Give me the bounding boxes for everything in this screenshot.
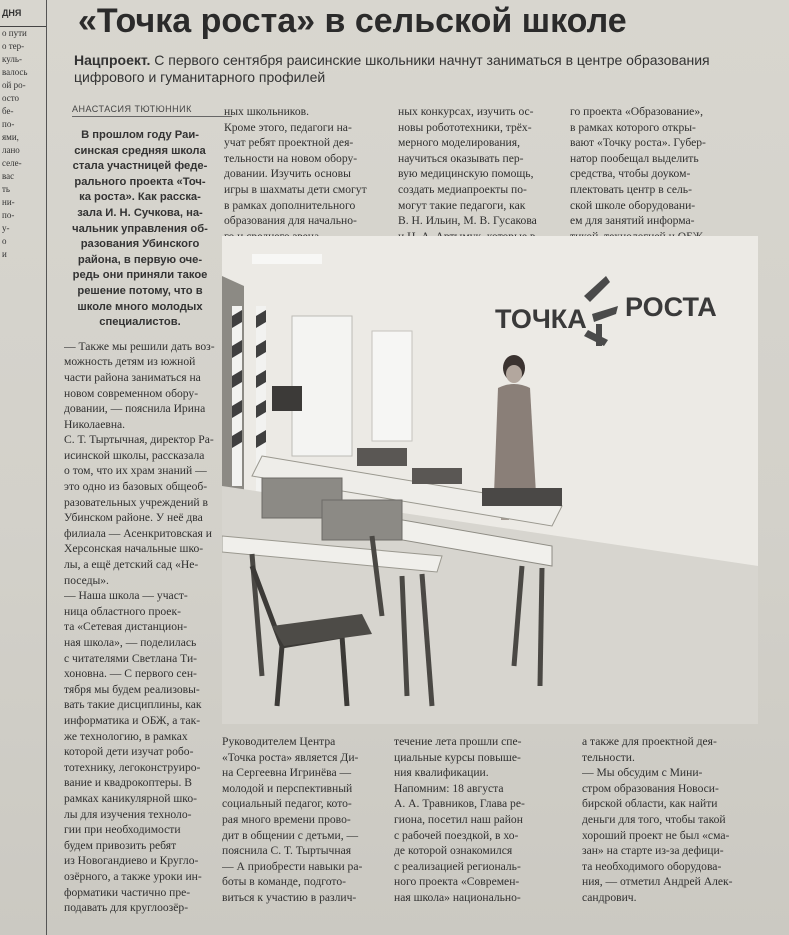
- intro-line: разования Убинского: [80, 238, 200, 251]
- text-line: довании. Изучить основы: [224, 167, 351, 181]
- column-4-bottom: [582, 734, 762, 906]
- text-line: С. Т. Тыртычная, директор Ра-: [64, 433, 214, 447]
- edge-header: ДНЯ: [0, 0, 46, 27]
- intro-line: рального проекта «Точ-: [74, 175, 206, 188]
- edge-line: и: [2, 248, 7, 259]
- text-line: Руководителем Центра: [222, 735, 336, 748]
- text-line: вают «Точку роста». Губер-: [570, 136, 706, 150]
- intro-line: синская средняя школа: [74, 144, 206, 157]
- text-line: Николаевна.: [64, 417, 126, 431]
- text-line: которой дети изучат робо-: [64, 745, 194, 759]
- text-line: де которой ознакомился: [394, 844, 513, 858]
- text-line: вую медицинскую помощь,: [398, 167, 534, 181]
- text-line: игры в шахматы дети смогут: [224, 182, 367, 196]
- lead-label: Нацпроект.: [74, 52, 151, 68]
- text-line: могут такие педагоги, как: [398, 198, 526, 212]
- text-line: вать такие дисциплины, как: [64, 698, 202, 712]
- text-line: циальные курсы повыше-: [394, 750, 521, 764]
- text-line: рамках каникулярной шко-: [64, 791, 197, 805]
- article-title: «Точка роста» в сельской школе: [78, 2, 627, 40]
- text-line: о том, что их храм знаний —: [64, 464, 207, 478]
- text-line: дит в общении с детьми, —: [222, 828, 359, 842]
- edge-line: ть: [2, 183, 11, 194]
- text-line: информатика и ОБЖ, а так-: [64, 713, 201, 727]
- text-line: лы для изучения техноло-: [64, 807, 192, 821]
- text-line: исинской школы, рассказала: [64, 448, 205, 462]
- text-line: ем для занятий информа-: [570, 214, 695, 228]
- sign-left-text: ТОЧКА: [495, 304, 587, 334]
- text-line: же технологию, в рамках: [64, 729, 188, 743]
- text-line: ная школа» национально-: [394, 890, 521, 904]
- edge-line: о тер-: [2, 40, 25, 51]
- text-line: молодой и перспективный: [222, 781, 353, 795]
- text-line: форматики частично пре-: [64, 885, 191, 899]
- text-line: сандрович.: [582, 890, 637, 904]
- text-line: виться к участию в различ-: [222, 890, 357, 904]
- text-line: бирской области, как найти: [582, 797, 718, 811]
- edge-line: осто: [2, 92, 20, 103]
- text-line: течение лета прошли спе-: [394, 735, 522, 748]
- text-line: на Сергеевна Игринёва —: [222, 766, 352, 780]
- text-line: пояснила С. Т. Тыртычная: [222, 844, 352, 858]
- text-line: создать медиапроекты по-: [398, 182, 527, 196]
- text-line: социальный педагог, кото-: [222, 797, 352, 811]
- text-line: будем привозить ребят: [64, 838, 177, 852]
- intro-line: стала участницей феде-: [72, 160, 208, 173]
- text-line: ных конкурсах, изучить ос-: [398, 105, 534, 118]
- text-line: ния, — отметил Андрей Алек-: [582, 875, 733, 889]
- text-line: части района заниматься на: [64, 370, 201, 384]
- edge-line: ями,: [2, 131, 19, 142]
- classroom-photo: [222, 236, 758, 724]
- text-line: с рабочей поездкой, в хо-: [394, 828, 519, 842]
- edge-line: бе-: [2, 105, 14, 116]
- text-line: новы робототехники, трёх-: [398, 120, 532, 134]
- text-line: зан» на старте из-за дефици-: [582, 844, 724, 858]
- intro-line: редь они приняли такое: [72, 269, 208, 282]
- intro-line: района, в первую оче-: [77, 253, 203, 266]
- edge-line: по-: [2, 118, 15, 129]
- edge-line: селе-: [2, 157, 22, 168]
- edge-line: куль-: [2, 53, 22, 64]
- column-4-top: [570, 104, 740, 244]
- text-line: натор пообещал выделить: [570, 151, 699, 165]
- text-line: Убинском районе. У неё два: [64, 511, 203, 525]
- text-line: рая много времени прово-: [222, 812, 351, 826]
- article-lead: [74, 52, 774, 86]
- text-line: В. Н. Ильин, М. В. Гусакова: [398, 214, 537, 228]
- text-line: гиона, посетил наш район: [394, 812, 523, 826]
- text-line: довании, — пояснила Ирина: [64, 402, 206, 416]
- text-line: ния квалификации.: [394, 766, 489, 780]
- intro-line: специалистов.: [99, 316, 181, 329]
- edge-line: вас: [2, 170, 15, 181]
- text-line: хороший проект не был «сма-: [582, 828, 730, 842]
- text-line: учат ребят проектной дея-: [224, 136, 354, 150]
- text-line: А. А. Травников, Глава ре-: [394, 797, 525, 811]
- text-line: в рамках которого откры-: [570, 120, 696, 134]
- text-line: плектовать центр в сель-: [570, 182, 692, 196]
- text-line: из Новогандиево и Кругло-: [64, 854, 199, 868]
- text-line: стром образования Новоси-: [582, 781, 719, 795]
- edge-line: лано: [2, 144, 20, 155]
- text-line: а также для проектной дея-: [582, 735, 717, 748]
- text-line: хоновна. — С первого сен-: [64, 667, 197, 681]
- text-line: разовательных учреждений в: [64, 495, 209, 509]
- text-line: ской школе оборудовани-: [570, 198, 696, 212]
- text-line: ная школа», — поделилась: [64, 636, 197, 649]
- byline: АНАСТАСИЯ ТЮТЮННИК: [72, 104, 232, 117]
- text-line: гии при необходимости: [64, 823, 181, 837]
- text-line: ного проекта «Современ-: [394, 875, 520, 889]
- edge-line: у-: [2, 222, 10, 233]
- intro-line: чальник управления об-: [72, 222, 208, 235]
- edge-line: о: [2, 235, 7, 246]
- text-line: — Наша школа — участ-: [64, 589, 188, 603]
- text-line: с реализацией региональ-: [394, 859, 521, 873]
- text-line: тельности.: [582, 750, 635, 764]
- text-line: вание и квадрокоптеры. В: [64, 776, 192, 790]
- text-line: филиала — Асенкритовская и: [64, 526, 212, 540]
- edge-line: по-: [2, 209, 15, 220]
- intro-line: ка роста». Как расска-: [79, 191, 201, 204]
- text-line: озёрного, а также уроки ин-: [64, 869, 202, 883]
- intro-line: В прошлом году Раи-: [81, 129, 199, 141]
- edge-text: [0, 27, 46, 261]
- text-line: боты в команде, подгото-: [222, 875, 346, 889]
- text-line: — Мы обсудим с Мини-: [582, 766, 703, 780]
- text-line: средства, чтобы доуком-: [570, 167, 691, 181]
- text-line: в рамках дополнительного: [224, 198, 356, 212]
- text-line: тября мы будем реализовы-: [64, 682, 200, 696]
- text-line: ных школьников.: [224, 105, 309, 118]
- text-line: Кроме этого, педагоги на-: [224, 120, 352, 134]
- intro-line: зала И. Н. Сучкова, на-: [77, 206, 203, 219]
- text-line: с читателями Светлана Ти-: [64, 651, 198, 665]
- text-line: та необходимого оборудова-: [582, 859, 722, 873]
- column-3-bottom: [394, 734, 566, 906]
- text-line: — А приобрести навыки ра-: [222, 859, 363, 873]
- text-line: го проекта «Образование»,: [570, 105, 704, 118]
- sign-right-text: РОСТА: [625, 292, 717, 322]
- edge-line: ни-: [2, 196, 15, 207]
- text-line: тотехнику, легоконструиро-: [64, 760, 201, 774]
- text-line: новом современном обору-: [64, 386, 199, 400]
- text-line: Херсонская начальные шко-: [64, 542, 204, 556]
- text-line: мерного моделирования,: [398, 136, 520, 150]
- intro-line: школе много молодых: [77, 300, 203, 313]
- intro-paragraph: [64, 128, 216, 331]
- text-line: та «Сетевая дистанцион-: [64, 620, 188, 634]
- text-line: поседы».: [64, 573, 109, 587]
- intro-line: решение потому, что в: [77, 284, 203, 297]
- text-line: «Точка роста» является Ди-: [222, 750, 359, 764]
- lead-text: С первого сентября раисинские школьники начнут заниматься в центре образования цифрового и гуманитарного профилей: [74, 52, 710, 85]
- edge-line: о пути: [2, 27, 27, 38]
- column-2-top: [224, 104, 384, 244]
- column-2-bottom: [222, 734, 382, 906]
- text-line: научиться оказывать пер-: [398, 151, 524, 165]
- column-3-top: [398, 104, 558, 244]
- text-line: подавать для круглоозёр-: [64, 901, 189, 915]
- edge-line: валось: [2, 66, 28, 77]
- column-1-body: [64, 339, 216, 916]
- text-line: деньги для того, чтобы такой: [582, 812, 726, 826]
- edge-line: ой ро-: [2, 79, 26, 90]
- text-line: можность детям из южной: [64, 355, 196, 369]
- text-line: Напомним: 18 августа: [394, 781, 504, 795]
- text-line: тельности на новом обору-: [224, 151, 358, 165]
- text-line: лы, а ещё детский сад «Не-: [64, 558, 199, 572]
- text-line: — Также мы решили дать воз-: [64, 339, 215, 353]
- classroom-illustration: [222, 236, 758, 724]
- text-line: это одно из базовых общеоб-: [64, 480, 208, 494]
- text-line: ница областного проек-: [64, 604, 181, 618]
- column-1: [64, 128, 216, 916]
- text-line: образования для начально-: [224, 214, 357, 228]
- previous-article-edge: [0, 0, 47, 935]
